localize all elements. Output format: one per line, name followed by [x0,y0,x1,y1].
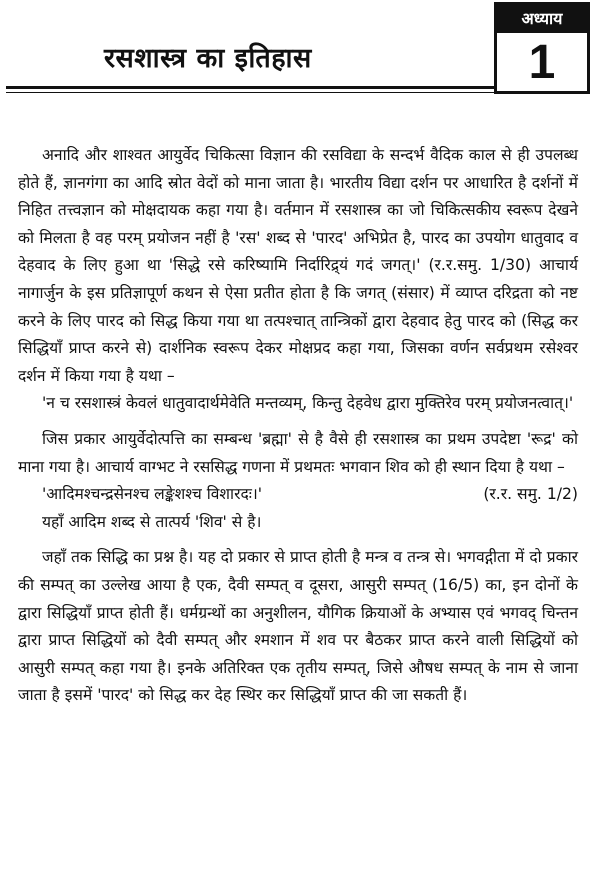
chapter-header [0,0,600,100]
spacer [18,418,578,426]
paragraph-origin: जिस प्रकार आयुर्वेदोत्पत्ति का सम्बन्ध 'ब्रह्मा' से है वैसे ही रसशास्त्र का प्रथम उपदेष्टा 'रूद्र' को माना गया है। आचार्य वाग्भट ने रससिद्ध गणना में प्रथमतः भगवान शिव को ही स्थान दिया है यथा – [18,429,578,476]
spacer [18,536,578,544]
verse-note: यहाँ आदिम शब्द से तात्पर्य 'शिव' से है। [42,512,262,531]
title-rule [6,86,496,89]
paragraph-intro: अनादि और शाश्वत आयुर्वेद चिकित्सा विज्ञान की रसविद्या के सन्दर्भ वैदिक काल से ही उपलब्ध होते हैं, ज्ञानगंगा का आदि स्रोत वेदों को माना जाता है। भारतीय विद्या दर्शन पर आधारित है दर्शनों में निहित तत्त्वज्ञान को मोक्षदायक कहा गया है। वर्तमान में रसशास्त्र का जो चिकित्सकीय स्वरूप देखने को मिलता है वह परम् प्रयोजन नहीं है 'रस' शब्द से 'पारद' अभिप्रेत है, पारद का उपयोग धातुवाद व देहवाद के लिए हुआ था 'सिद्धे रसे करिष्यामि निर्दारिद्र्यं गदं जगत्।' (र.र.समु. 1/30) आचार्य नागार्जुन के इस प्रतिज्ञापूर्ण कथन से ऐसा प्रतीत होता है कि जगत् (संसार) में व्याप्त दरिद्रता को नष्ट करने के लिए पारद को सिद्ध किया गया था तत्पश्चात् तान्त्रिकों द्वारा देहवाद हेतु पारद को (सिद्ध कर सिद्धियाँ प्राप्त करने से) दार्शनिक स्वरूप देकर मोक्षप्रद कहा गया, जिसका वर्णन सर्वप्रथम रसेश्वर दर्शन में किया गया है यथा – [18,146,578,385]
chapter-badge [494,2,590,94]
verse-text: 'आदिमश्चन्द्रसेनश्च लङ्केशश्च विशारदः।' [42,485,263,504]
verse-reference: (र.र. समु. 1/2) [483,485,578,504]
paragraph-siddhi: जहाँ तक सिद्धि का प्रश्न है। यह दो प्रकार से प्राप्त होती है मन्त्र व तन्त्र से। भगवद्गीता में दो प्रकार की सम्पत् का उल्लेख आया है एक, दैवी सम्पत् व दूसरा, आसुरी सम्पत् (16/5) का, इन दोनों के द्वारा सिद्धियाँ प्राप्त होती हैं। धर्मग्रन्थों का अनुशीलन, यौगिक क्रियाओं के अभ्यास एवं भगवद् चिन्तन द्वारा प्राप्त सिद्धियों को दैवी सम्पत् और श्मशान में शव पर बैठकर प्राप्त करने वाली सिद्धियों को आसुरी सम्पत् कहा गया है। इनके अतिरिक्त एक तृतीय सम्पत्, जिसे औषध सम्पत् के नाम से जाना जाता है इसमें 'पारद' को सिद्ध कर देह स्थिर कर सिद्धियाँ प्राप्त की जा सकती हैं। [18,548,578,705]
chapter-title: रसशास्त्र का इतिहास [104,43,312,74]
chapter-label: अध्याय [497,5,587,33]
page-body [18,142,578,710]
title-rule-thin [6,92,496,93]
chapter-number: 1 [528,36,556,89]
sanskrit-quote: 'न च रसशास्त्रं केवलं धातुवादार्थमेवेति मन्तव्यम्, किन्तु देहवेध द्वारा मुक्तिरेव परम् प्रयोजनत्वात्।' [42,394,574,413]
verse-line [18,481,578,509]
